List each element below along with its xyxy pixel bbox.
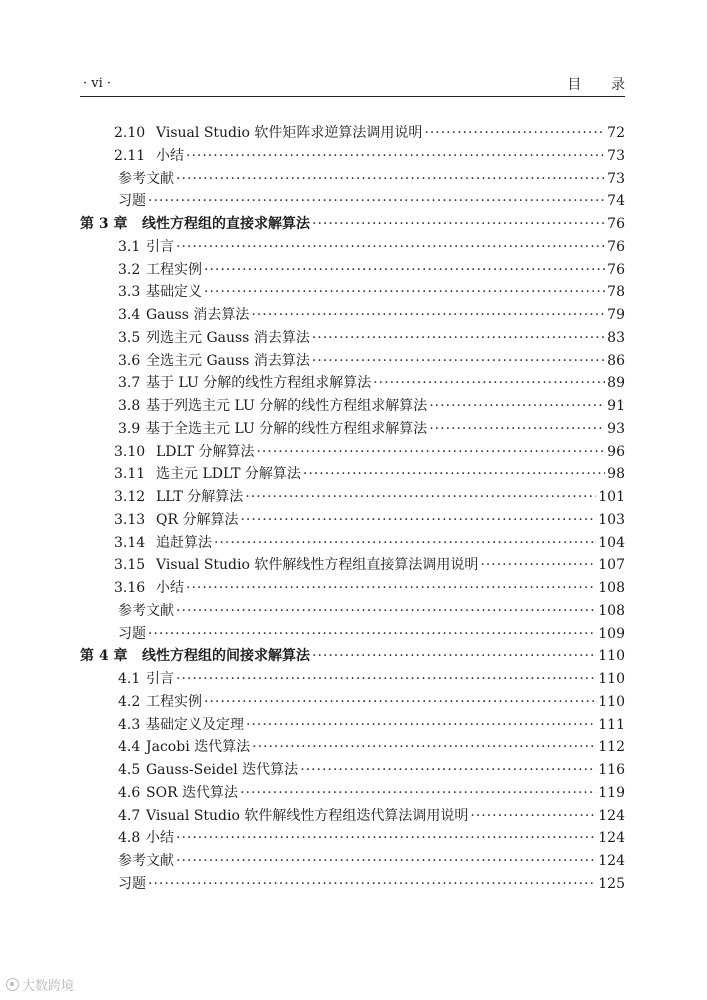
toc-entry-number: 3.7 <box>118 375 141 392</box>
dot-leader <box>303 466 605 482</box>
toc-entry-page: 119 <box>598 784 625 801</box>
dot-leader <box>186 148 605 164</box>
toc-entry <box>80 145 625 168</box>
toc-entry <box>80 554 625 577</box>
toc-entry-title: 习题 <box>118 625 146 642</box>
toc-entry-number: 3.12 <box>114 489 146 505</box>
toc-entry-page: 124 <box>598 853 625 869</box>
watermark-text: 大数跨境 <box>22 979 75 994</box>
toc-entry-page: 109 <box>598 625 625 642</box>
dot-leader <box>251 307 605 323</box>
toc-entry-number: 4.5 <box>118 762 141 778</box>
toc-entry <box>80 850 625 873</box>
toc-entry-number: 3.5 <box>118 329 141 346</box>
toc-entry-page: 86 <box>607 352 625 369</box>
dot-leader <box>312 216 605 232</box>
toc-entry-page: 89 <box>607 375 625 392</box>
toc-entry-page: 79 <box>607 307 625 323</box>
toc-entry <box>80 532 625 555</box>
toc-entry-page: 96 <box>607 443 625 460</box>
toc-entry-number: 3.14 <box>114 534 146 551</box>
toc-entry-number: 3.10 <box>114 443 146 460</box>
toc-entry-page: 124 <box>598 830 625 847</box>
toc-entry-title: 基础定义及定理 <box>146 716 244 733</box>
dot-leader <box>300 762 596 778</box>
toc-chapter-entry <box>80 213 625 236</box>
dot-leader <box>204 284 605 300</box>
toc-entry-title: 小结 <box>156 147 184 164</box>
toc-entry-number: 2.10 <box>114 125 146 141</box>
toc-entry-title: Visual Studio 软件矩阵求逆算法调用说明 <box>156 125 423 141</box>
toc-entry-page: 76 <box>607 216 625 232</box>
toc-entry-title: LDLT 分解算法 <box>156 443 255 460</box>
toc-entry-page: 110 <box>598 671 625 687</box>
dot-leader <box>204 262 605 278</box>
toc-entry-page: 78 <box>607 284 625 301</box>
toc-entry-title: QR 分解算法 <box>156 511 239 528</box>
toc-entry <box>80 600 625 623</box>
toc-entry <box>80 190 625 213</box>
toc-entry <box>80 327 625 350</box>
toc-entry-number: 3.13 <box>114 511 146 528</box>
toc-entry <box>80 759 625 782</box>
toc-entry-title: 线性方程组的直接求解算法 <box>142 216 310 232</box>
toc-entry-title: 基于列选主元 LU 分解的线性方程组求解算法 <box>146 398 428 414</box>
dot-leader <box>470 808 596 824</box>
toc-entry-page: 124 <box>598 807 625 824</box>
dot-leader <box>176 171 605 187</box>
toc-entry <box>80 805 625 828</box>
toc-chapter-entry <box>80 645 625 668</box>
dot-leader <box>245 489 596 505</box>
toc-entry <box>80 714 625 737</box>
toc-entry-title: 列选主元 Gauss 消去算法 <box>146 329 310 346</box>
toc-entry-title: 线性方程组的间接求解算法 <box>142 648 310 665</box>
toc-entry-page: 116 <box>598 762 625 778</box>
dot-leader <box>148 876 596 892</box>
toc-entry-title: 参考文献 <box>118 853 174 869</box>
dot-leader <box>204 694 596 710</box>
dot-leader <box>312 330 605 346</box>
toc-entry-number: 4.1 <box>118 671 141 687</box>
dot-leader <box>480 557 596 573</box>
toc-entry <box>80 372 625 395</box>
toc-entry <box>80 509 625 532</box>
toc-entry <box>80 259 625 282</box>
toc-entry-page: 73 <box>607 170 625 187</box>
toc-entry-title: 参考文献 <box>118 602 174 619</box>
toc-entry-number: 3.3 <box>118 284 141 301</box>
toc-entry-number: 4.2 <box>118 693 141 710</box>
toc-entry <box>80 441 625 464</box>
toc-entry-number: 4.6 <box>118 784 141 801</box>
toc-entry-page: 98 <box>607 466 625 483</box>
toc-entry-number: 4.3 <box>118 716 141 733</box>
toc-entry-number: 第 4 章 <box>80 648 128 665</box>
dot-leader <box>148 193 605 209</box>
toc-entry <box>80 304 625 327</box>
toc-entry <box>80 236 625 259</box>
watermark-logo-icon <box>6 978 19 991</box>
toc-entry-page: 107 <box>598 557 625 574</box>
toc-entry-title: 引言 <box>146 238 174 255</box>
toc-entry-title: 小结 <box>156 580 184 596</box>
dot-leader <box>186 580 596 596</box>
toc-entry <box>80 782 625 805</box>
toc-entry <box>80 463 625 486</box>
toc-entry-title: SOR 迭代算法 <box>146 784 239 801</box>
toc-entry <box>80 827 625 850</box>
toc-entry <box>80 168 625 191</box>
toc-entry-title: 基础定义 <box>146 284 202 301</box>
toc-entry-page: 72 <box>607 125 625 141</box>
dot-leader <box>240 785 596 801</box>
toc-entry-title: Gauss-Seidel 迭代算法 <box>146 762 299 778</box>
toc-entry-title: 工程实例 <box>146 693 202 710</box>
toc-entry-number: 3.11 <box>114 466 146 483</box>
dot-leader <box>176 603 596 619</box>
dot-leader <box>312 648 596 664</box>
toc-entry-page: 74 <box>607 193 625 210</box>
toc-entry-title: 选主元 LDLT 分解算法 <box>156 466 301 483</box>
section-title: 目 录 <box>567 77 638 93</box>
dot-leader <box>240 512 596 528</box>
dot-leader <box>176 830 596 846</box>
dot-leader <box>176 853 596 869</box>
dot-leader <box>148 626 596 642</box>
toc-entry-title: Gauss 消去算法 <box>146 307 250 323</box>
toc-entry <box>80 577 625 600</box>
toc-entry-title: 引言 <box>146 671 174 687</box>
toc-entry <box>80 395 625 418</box>
toc-entry-page: 110 <box>598 693 625 710</box>
toc-entry-title: Visual Studio 软件解线性方程组迭代算法调用说明 <box>146 807 469 824</box>
toc-entry-number: 3.2 <box>118 261 141 278</box>
toc-entry-page: 83 <box>607 329 625 346</box>
toc-entry-title: Visual Studio 软件解线性方程组直接算法调用说明 <box>156 557 479 574</box>
toc-entry-number: 4.7 <box>118 807 141 824</box>
toc-entry-title: 小结 <box>146 830 174 847</box>
toc-entry <box>80 281 625 304</box>
toc-entry <box>80 486 625 509</box>
page-number: · vi · <box>83 76 112 91</box>
table-of-contents <box>80 122 625 896</box>
toc-entry-page: 91 <box>607 398 625 414</box>
toc-entry-title: 参考文献 <box>118 170 174 187</box>
dot-leader <box>176 671 596 687</box>
toc-entry-title: 基于全选主元 LU 分解的线性方程组求解算法 <box>146 420 428 437</box>
dot-leader <box>256 444 605 460</box>
watermark <box>6 975 74 994</box>
toc-entry-page: 101 <box>598 489 625 505</box>
toc-entry-page: 112 <box>598 739 625 756</box>
dot-leader <box>252 739 596 755</box>
toc-entry-title: 习题 <box>118 875 146 892</box>
toc-entry-title: Jacobi 迭代算法 <box>146 739 251 756</box>
toc-entry-title: 工程实例 <box>146 261 202 278</box>
toc-entry-number: 3.16 <box>114 580 146 596</box>
toc-entry <box>80 668 625 691</box>
toc-entry <box>80 691 625 714</box>
dot-leader <box>424 125 605 141</box>
dot-leader <box>246 717 596 733</box>
toc-entry <box>80 623 625 646</box>
toc-entry-number: 第 3 章 <box>80 216 128 232</box>
toc-entry-number: 3.15 <box>114 557 146 574</box>
toc-entry-title: 全选主元 Gauss 消去算法 <box>146 352 310 369</box>
running-header <box>80 74 638 97</box>
dot-leader <box>176 239 605 255</box>
toc-entry-title: 习题 <box>118 193 146 210</box>
toc-entry-page: 111 <box>598 716 625 733</box>
dot-leader <box>429 398 605 414</box>
dot-leader <box>214 535 596 551</box>
toc-entry <box>80 122 625 145</box>
toc-entry-page: 104 <box>598 534 625 551</box>
toc-entry-page: 76 <box>607 261 625 278</box>
toc-entry-page: 103 <box>598 511 625 528</box>
toc-entry-number: 3.9 <box>118 420 141 437</box>
toc-entry <box>80 873 625 896</box>
toc-entry-page: 125 <box>598 875 625 892</box>
toc-entry-page: 93 <box>607 420 625 437</box>
toc-entry-page: 76 <box>607 238 625 255</box>
toc-entry-page: 108 <box>598 602 625 619</box>
toc-entry-number: 3.1 <box>118 238 141 255</box>
toc-entry-title: 基于 LU 分解的线性方程组求解算法 <box>146 375 372 392</box>
dot-leader <box>312 353 605 369</box>
toc-entry <box>80 736 625 759</box>
toc-entry-title: 追赶算法 <box>156 534 212 551</box>
toc-entry-number: 3.4 <box>118 307 141 323</box>
toc-entry-page: 108 <box>598 580 625 596</box>
toc-entry-page: 110 <box>598 648 625 665</box>
toc-entry-number: 4.8 <box>118 830 141 847</box>
toc-entry-number: 2.11 <box>114 147 146 164</box>
toc-entry <box>80 350 625 373</box>
toc-entry-number: 4.4 <box>118 739 141 756</box>
dot-leader <box>429 421 605 437</box>
toc-entry <box>80 418 625 441</box>
dot-leader <box>373 375 605 391</box>
toc-entry-title: LLT 分解算法 <box>156 489 244 505</box>
toc-entry-page: 73 <box>607 147 625 164</box>
toc-entry-number: 3.6 <box>118 352 141 369</box>
toc-entry-number: 3.8 <box>118 398 141 414</box>
